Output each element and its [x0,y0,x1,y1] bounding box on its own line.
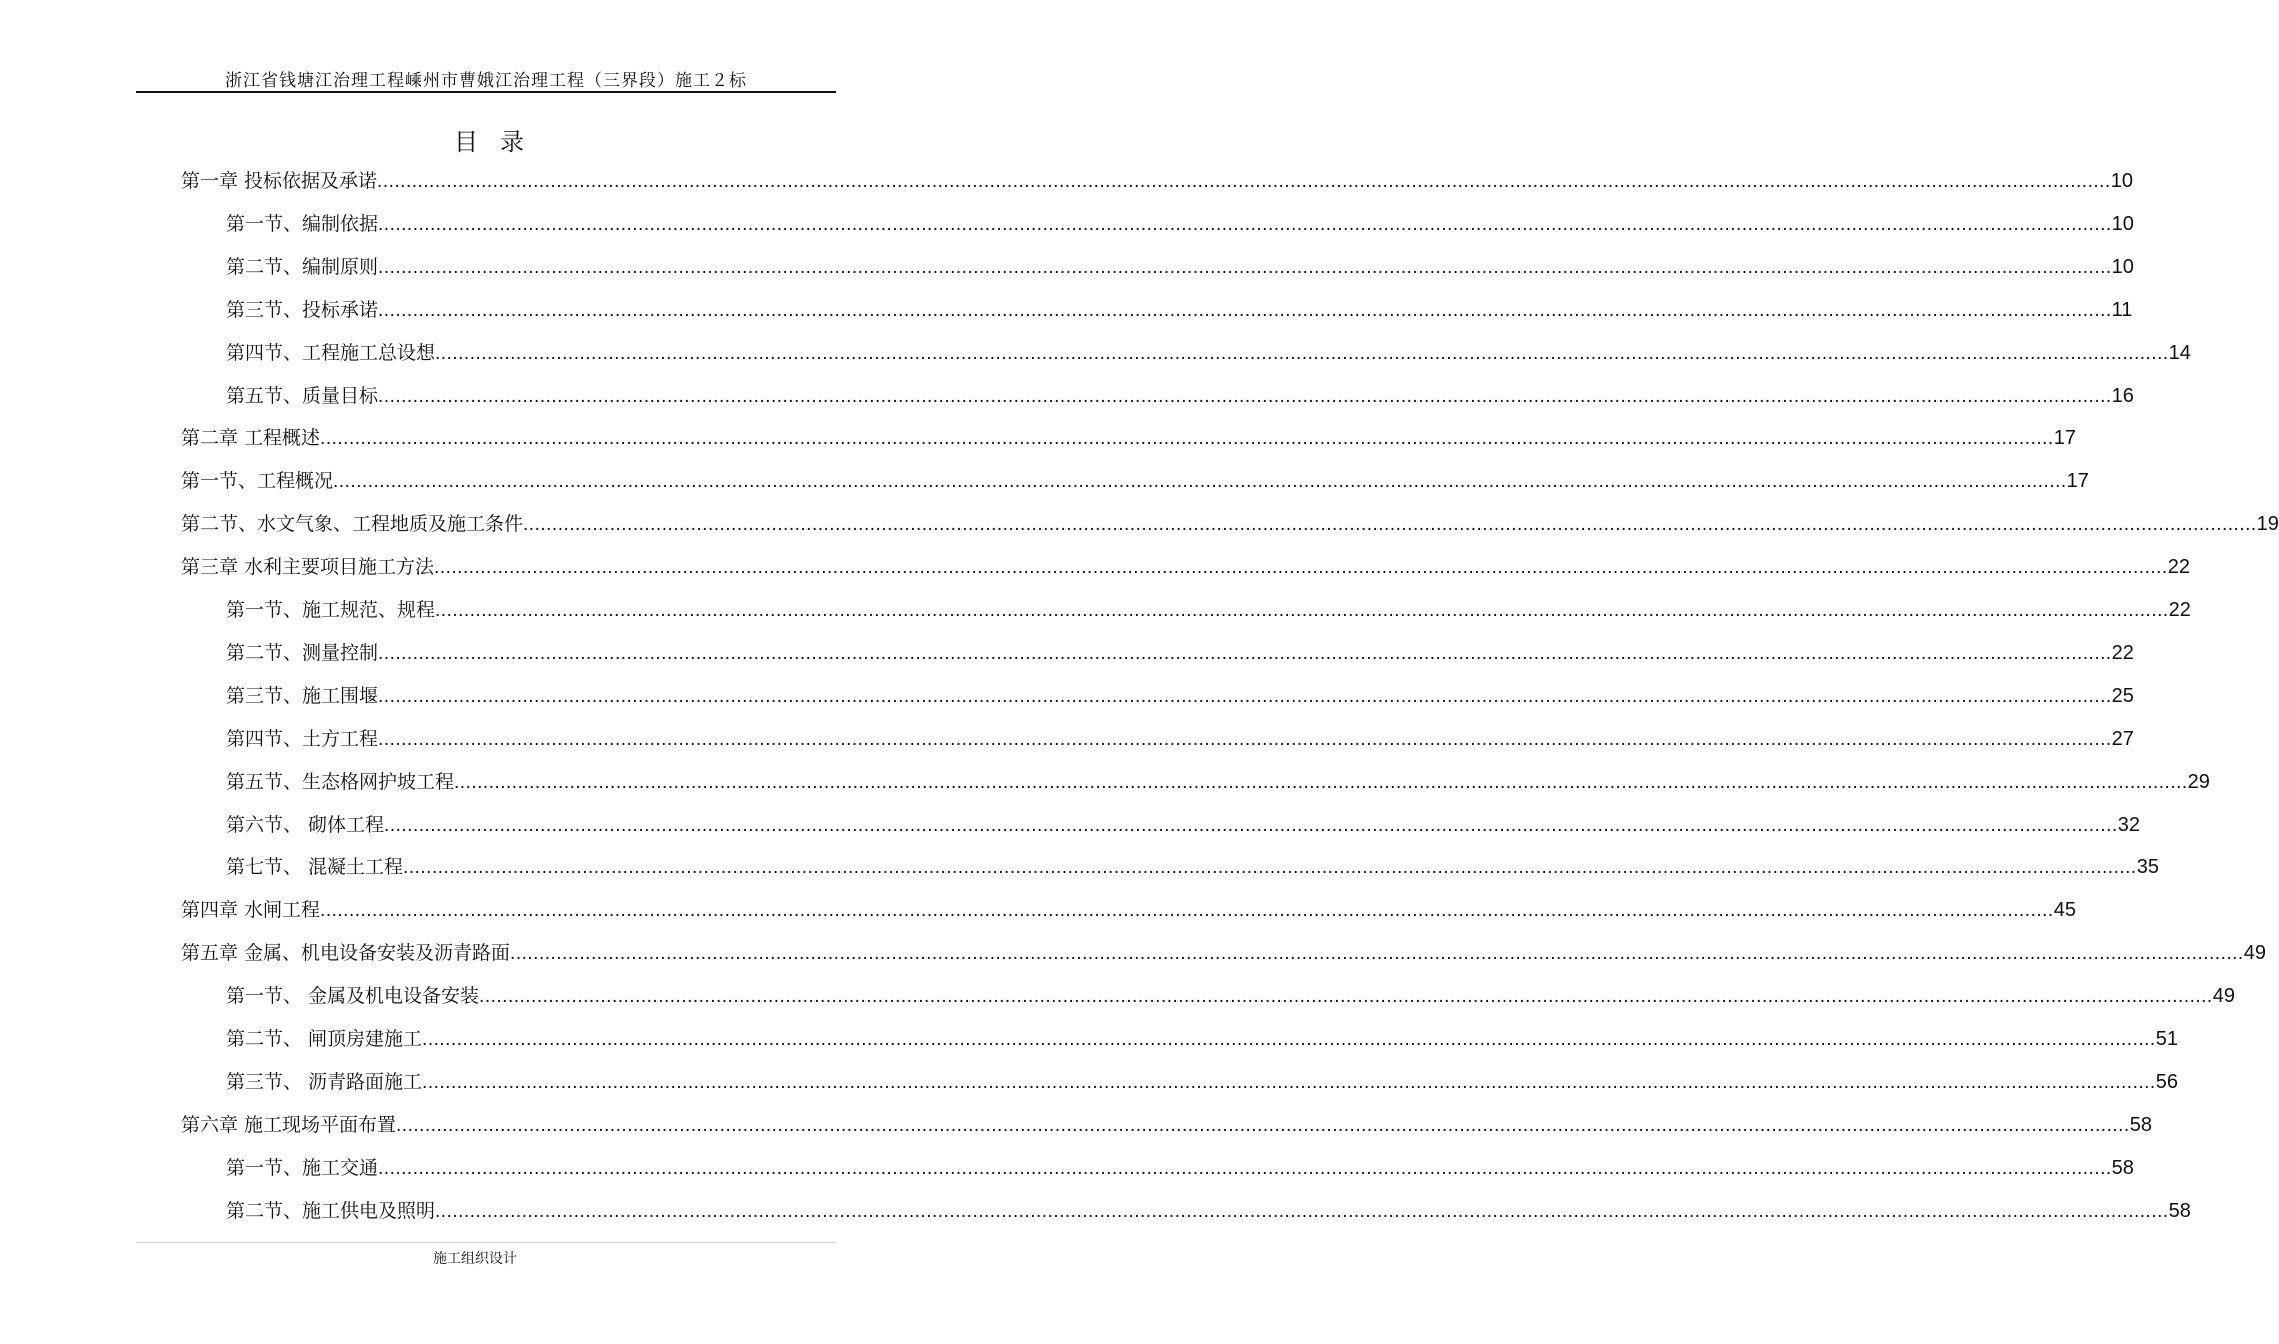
toc-page-number: 11 [2111,298,2133,321]
toc-entry-label: 第四节、工程施工总设想 [226,341,436,364]
toc-page-number: 10 [2111,212,2134,235]
dot-leader: ............................................................................................................................................................................................................................................................................................................ [320,428,2054,450]
toc-entry-label: 第一章 投标依据及承诺 [181,170,378,192]
toc-page-number: 22 [2167,556,2190,579]
toc-page-number: 16 [2111,384,2134,407]
toc-entry-label: 第五节、质量目标 [226,384,379,407]
footer-divider [136,1242,836,1243]
toc-page-number: 58 [2111,1156,2134,1179]
toc-entry [226,681,2134,711]
toc-entry-label: 第三节、 沥青路面施工 [226,1070,423,1093]
toc-page-number: 56 [2155,1070,2178,1093]
toc-page-number: 51 [2155,1028,2178,1050]
dot-leader: ............................................................................................................................................................................................................................................................................................................ [396,1114,2130,1136]
toc-entry [226,338,2191,368]
toc-entry [181,423,2076,453]
toc-entry-label: 第五章 金属、机电设备安装及沥青路面 [181,942,511,965]
toc-entry [226,1153,2134,1183]
toc-entry-label: 第一节、编制依据 [226,212,379,235]
toc-entry-label: 第一节、 金属及机电设备安装 [226,985,480,1008]
running-footer: 施工组织设计 [433,1251,517,1267]
dot-leader: ............................................................................................................................................................................................................................................................................................................ [454,771,2188,793]
toc-entry-label: 第七节、 混凝土工程 [226,856,404,879]
toc-page-number: 58 [2129,1113,2152,1136]
toc-page-number: 25 [2111,684,2134,707]
toc-entry [226,295,2133,325]
toc-entry-label: 第二章 工程概述 [181,427,321,450]
toc-entry [226,767,2210,797]
dot-leader: ............................................................................................................................................................................................................................................................................................................ [384,814,2118,836]
toc-page-number: 49 [2243,942,2266,965]
toc-page-number: 22 [2168,599,2191,621]
toc-entry-label: 第四节、土方工程 [226,727,379,750]
dot-leader: ............................................................................................................................................................................................................................................................................................................ [510,943,2244,965]
toc-page-number: 14 [2168,341,2191,364]
toc-entry-label: 第一节、施工规范、规程 [226,599,436,621]
toc-entry [226,1196,2191,1226]
toc-entry-label: 第三章 水利主要项目施工方法 [181,556,435,579]
toc-page-number: 27 [2111,727,2134,750]
toc-entry-label: 第一节、工程概况 [181,470,334,493]
toc-entry [226,1067,2178,1097]
toc-entry [181,938,2266,968]
toc-entry-label: 第三节、施工围堰 [226,684,379,707]
toc-entry [226,724,2134,754]
dot-leader: ............................................................................................................................................................................................................................................................................................................ [378,213,2112,235]
toc-entry [181,895,2076,925]
dot-leader: ............................................................................................................................................................................................................................................................................................................ [378,1157,2112,1179]
dot-leader: ............................................................................................................................................................................................................................................................................................................ [320,900,2054,922]
toc-entry-label: 第四章 水闸工程 [181,899,321,922]
toc-page-number: 35 [2136,856,2159,879]
toc-entry-label: 第五节、生态格网护坡工程 [226,770,455,793]
dot-leader: ............................................................................................................................................................................................................................................................................................................ [422,1029,2156,1050]
toc-entry [226,595,2191,625]
dot-leader: ............................................................................................................................................................................................................................................................................................................ [422,1071,2156,1093]
toc-entry-label: 第一节、施工交通 [226,1156,379,1179]
toc-page-number: 10 [2111,255,2134,278]
toc-entry [181,466,2089,496]
toc-entry [226,638,2134,668]
toc-page-number: 10 [2110,170,2133,192]
dot-leader: ............................................................................................................................................................................................................................................................................................................ [479,986,2213,1008]
toc-title: 目录 [454,128,546,156]
toc-entry-label: 第六节、 砌体工程 [226,813,385,836]
toc-entry [181,552,2190,582]
toc-entry-label: 第二节、编制原则 [226,255,379,278]
toc-entry [226,1024,2178,1054]
toc-entry [226,252,2134,282]
toc-entry [181,509,2279,539]
toc-page-number: 45 [2053,899,2076,922]
dot-leader: ............................................................................................................................................................................................................................................................................................................ [378,685,2112,707]
dot-leader: ............................................................................................................................................................................................................................................................................................................ [378,642,2112,664]
dot-leader: ............................................................................................................................................................................................................................................................................................................ [435,1200,2169,1222]
toc-page-number: 32 [2117,813,2140,836]
running-header: 浙江省钱塘江治理工程嵊州市曹娥江治理工程（三界段）施工２标 [225,71,747,91]
toc-entry [226,852,2159,882]
toc-page-number: 49 [2212,985,2235,1008]
toc-entry [226,810,2140,840]
dot-leader: ............................................................................................................................................................................................................................................................................................................ [523,514,2257,536]
toc-page-number: 17 [2053,427,2076,450]
dot-leader: ............................................................................................................................................................................................................................................................................................................ [378,299,2112,321]
toc-entry [226,381,2134,411]
toc-entry-label: 第二节、 闸顶房建施工 [226,1028,423,1050]
dot-leader: ............................................................................................................................................................................................................................................................................................................ [377,171,2111,192]
dot-leader: ............................................................................................................................................................................................................................................................................................................ [378,256,2112,278]
toc-entry [181,1110,2152,1140]
toc-entry-label: 第六章 施工现场平面布置 [181,1113,397,1136]
toc-entry-label: 第二节、施工供电及照明 [226,1199,436,1222]
dot-leader: ............................................................................................................................................................................................................................................................................................................ [333,471,2067,493]
toc-page-number: 19 [2256,513,2279,536]
toc-page-number: 29 [2187,770,2210,793]
toc-page-number: 58 [2168,1199,2191,1222]
toc-entry-label: 第二节、水文气象、工程地质及施工条件 [181,513,524,536]
dot-leader: ............................................................................................................................................................................................................................................................................................................ [434,557,2168,579]
toc-entry [181,166,2133,196]
toc-page-number: 17 [2066,470,2089,493]
toc-entry [226,209,2134,239]
toc-entry-label: 第二节、测量控制 [226,641,379,664]
dot-leader: ............................................................................................................................................................................................................................................................................................................ [435,342,2169,364]
dot-leader: ............................................................................................................................................................................................................................................................................................................ [378,385,2112,407]
toc-page-number: 22 [2111,641,2134,664]
toc-entry [226,981,2235,1011]
dot-leader: ............................................................................................................................................................................................................................................................................................................ [403,857,2137,879]
dot-leader: ............................................................................................................................................................................................................................................................................................................ [435,600,2169,621]
dot-leader: ............................................................................................................................................................................................................................................................................................................ [378,728,2112,750]
toc-entry-label: 第三节、投标承诺 [226,298,379,321]
